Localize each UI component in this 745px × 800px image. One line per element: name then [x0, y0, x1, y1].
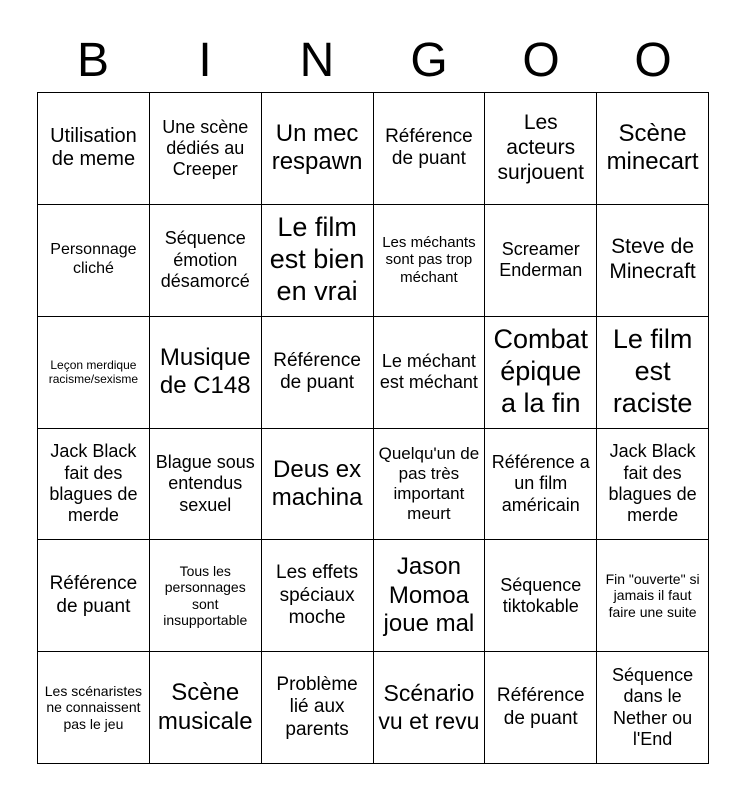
bingo-cell[interactable]	[485, 652, 597, 764]
header-letter: I	[198, 34, 212, 87]
header-letter: O	[634, 34, 672, 87]
bingo-cell[interactable]	[374, 429, 486, 541]
bingo-cell[interactable]	[485, 205, 597, 317]
bingo-cell[interactable]	[597, 429, 709, 541]
header-letter: O	[522, 34, 560, 87]
bingo-cell[interactable]	[38, 93, 150, 205]
bingo-cell-text: Une scène dédiés au Creeper	[162, 116, 249, 180]
bingo-cell[interactable]	[262, 652, 374, 764]
bingo-cell[interactable]	[597, 652, 709, 764]
bingo-cell-text: Jack Black fait des blagues de merde	[608, 441, 697, 526]
bingo-cell-text: Séquence tiktokable	[500, 574, 582, 616]
bingo-cell-text: Screamer Enderman	[499, 239, 583, 281]
bingo-cell[interactable]	[597, 540, 709, 652]
bingo-cell[interactable]	[597, 93, 709, 205]
bingo-cell-text: Musique de C148	[159, 343, 251, 400]
header-letter: B	[76, 34, 109, 87]
bingo-cell[interactable]	[374, 93, 486, 205]
bingo-cell[interactable]	[150, 652, 262, 764]
bingo-cell-text: Fin "ouverte" si jamais il faut faire une suite	[605, 570, 700, 620]
bingo-cell[interactable]	[38, 317, 150, 429]
bingo-cell-text: Séquence émotion désamorcé	[160, 228, 250, 291]
bingo-cell-text: Scène musicale	[157, 679, 253, 735]
bingo-cell[interactable]	[374, 317, 486, 429]
bingo-cell-text: Référence de puant	[385, 126, 473, 170]
bingo-cell[interactable]	[38, 652, 150, 764]
header-letter: N	[299, 34, 335, 87]
bingo-cell[interactable]	[485, 429, 597, 541]
bingo-cell[interactable]	[374, 205, 486, 317]
bingo-cell-text: Tous les personnages sont insupportable	[163, 562, 248, 629]
bingo-cell-text: Les scénaristes ne connaissent pas le jeu	[44, 682, 143, 732]
bingo-cell[interactable]	[485, 540, 597, 652]
bingo-cell[interactable]	[597, 317, 709, 429]
bingo-grid	[37, 92, 709, 764]
bingo-cell-text: Deus ex machina	[271, 455, 363, 511]
bingo-cell-text: Problème lié aux parents	[276, 673, 358, 740]
bingo-cell[interactable]	[150, 317, 262, 429]
bingo-cell-text: Un mec respawn	[271, 120, 363, 176]
bingo-cell[interactable]	[262, 317, 374, 429]
bingo-cell-text: Scénario vu et revu	[378, 680, 480, 734]
bingo-cell-text: Combat épique a la fin	[493, 324, 589, 418]
bingo-cell[interactable]	[374, 652, 486, 764]
bingo-cell[interactable]	[262, 93, 374, 205]
bingo-cell-text: Les acteurs surjouent	[497, 111, 584, 184]
bingo-cell[interactable]	[262, 205, 374, 317]
bingo-cell-text: Référence de puant	[273, 349, 361, 394]
bingo-cell[interactable]	[38, 205, 150, 317]
bingo-cell-text: Séquence dans le Nether ou l'End	[612, 665, 694, 749]
bingo-cell-text: Le film est raciste	[612, 324, 693, 418]
bingo-cell-text: Scène minecart	[606, 120, 699, 176]
bingo-cell[interactable]	[485, 93, 597, 205]
bingo-header	[37, 30, 709, 92]
bingo-cell-text: Les effets spéciaux moche	[276, 562, 359, 628]
bingo-cell-text: Utilisation de meme	[50, 124, 137, 171]
bingo-cell[interactable]	[374, 540, 486, 652]
bingo-cell-text: Référence a un film américain	[491, 452, 590, 515]
bingo-cell[interactable]	[150, 93, 262, 205]
bingo-cell[interactable]	[150, 429, 262, 541]
bingo-cell-text: Référence de puant	[49, 573, 138, 617]
bingo-cell[interactable]	[38, 540, 150, 652]
bingo-cell[interactable]	[150, 205, 262, 317]
bingo-cell[interactable]	[262, 540, 374, 652]
bingo-cell-text: Jack Black fait des blagues de merde	[49, 441, 138, 526]
bingo-cell-text: Le méchant est méchant	[379, 350, 478, 393]
header-letter: G	[410, 34, 448, 87]
bingo-cell-text: Steve de Minecraft	[609, 235, 696, 284]
bingo-cell-text: Référence de puant	[496, 685, 585, 729]
bingo-cell-text: Leçon merdique racisme/sexisme	[48, 357, 139, 387]
bingo-cell-text: Quelqu'un de pas très important meurt	[378, 443, 480, 523]
bingo-cell-text: Jason Momoa joue mal	[383, 553, 475, 637]
bingo-cell[interactable]	[262, 429, 374, 541]
bingo-cell-text: Le film est bien en vrai	[269, 212, 365, 307]
bingo-cell-text: Les méchants sont pas trop méchant	[382, 233, 476, 287]
bingo-cell[interactable]	[485, 317, 597, 429]
bingo-cell-text: Blague sous entendus sexuel	[155, 452, 255, 515]
bingo-cell[interactable]	[38, 429, 150, 541]
bingo-cell[interactable]	[150, 540, 262, 652]
bingo-cell-text: Personnage cliché	[50, 241, 137, 278]
bingo-cell[interactable]	[597, 205, 709, 317]
